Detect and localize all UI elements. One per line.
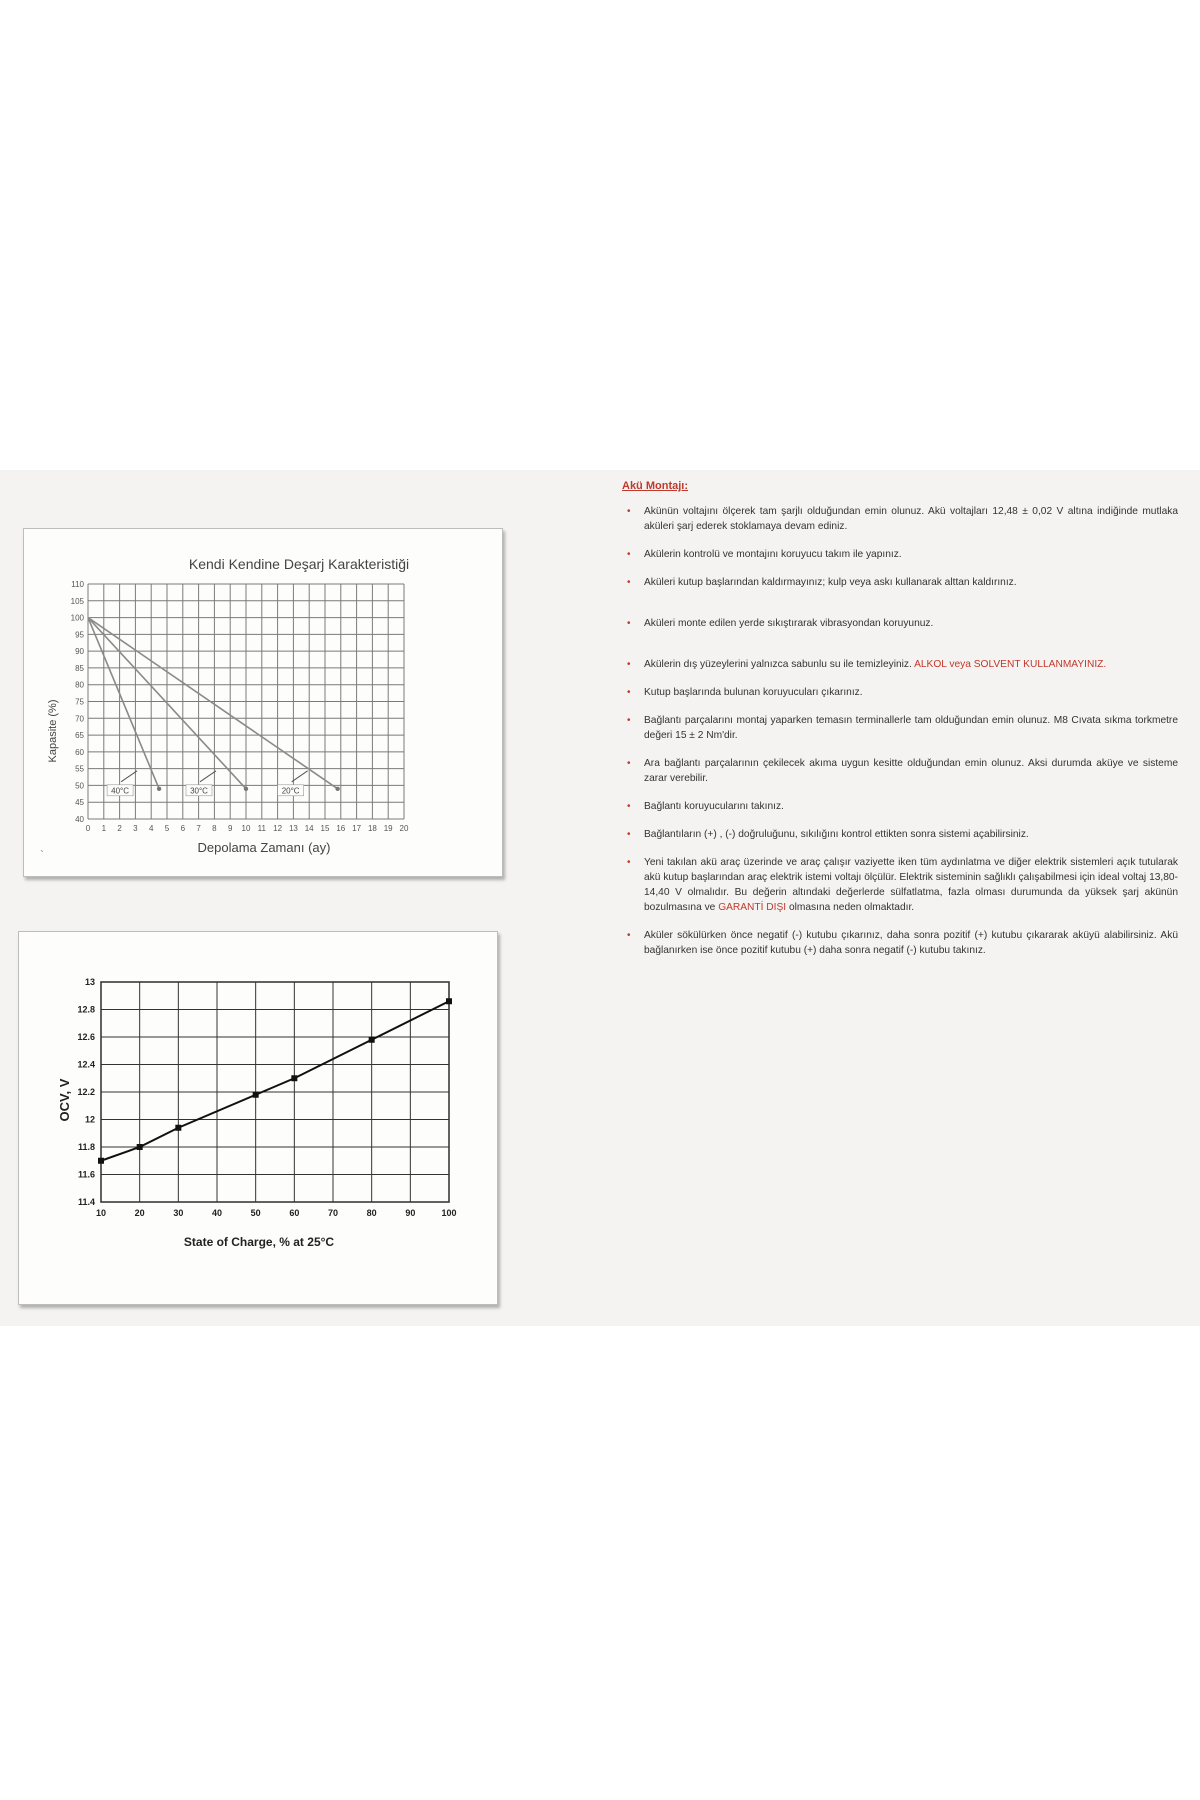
- installation-item-text: Ara bağlantı parçalarının çekilecek akıma uygun kesitte olduğundan emin olunuz. Aksi durumda aküye ve sisteme zarar verebilir.: [644, 758, 1178, 784]
- chart1-xtick-label: 5: [164, 824, 170, 833]
- chart2-xtick-label: 80: [366, 1208, 377, 1218]
- bullet-icon: •: [627, 930, 631, 941]
- chart2-ytick-label: 12.8: [77, 1004, 95, 1015]
- chart1-xtick-label: 2: [117, 824, 122, 833]
- chart1-series-label: 20°C: [281, 786, 300, 796]
- self-discharge-chart: [23, 528, 503, 877]
- chart1-ytick-label: 55: [75, 764, 84, 774]
- bullet-icon: •: [627, 618, 631, 629]
- installation-item-text: Yeni takılan akü araç üzerinde ve araç çalışır vaziyette iken tüm aydınlatma ve diğer elektrik sistemleri açık tutularak akü kutup başlarından araç elektrik istemi voltajı ölçülür. Elektrik sisteminin sağlıklı çalışabilmesi için ideal voltaj 13,80-14,40 V olmalıdır. Bu değerin altındaki değerlerde sülfatlatma, fazla olması durumunda da yüksek şarj akünün bozulmasına ve: [644, 857, 1178, 913]
- chart1-ylabel: Kapasite (%): [47, 699, 59, 763]
- chart2-ytick-label: 11.6: [77, 1169, 95, 1180]
- chart2-ytick-label: 12.6: [77, 1032, 95, 1042]
- installation-item-text: Aküleri kutup başlarından kaldırmayınız; kulp veya askı kullanarak alttan kaldırınız.: [644, 577, 1017, 588]
- chart1-xtick-label: 15: [320, 824, 330, 833]
- installation-item: [622, 713, 1178, 743]
- bullet-icon: •: [627, 577, 631, 588]
- chart1-series-endpoint: [244, 787, 248, 791]
- chart2-ytick-label: 12.2: [77, 1087, 95, 1097]
- chart2-xtick-label: 90: [405, 1208, 416, 1218]
- bullet-icon: •: [627, 857, 631, 868]
- chart1-series-endpoint: [157, 787, 161, 791]
- chart1-xtick-label: 14: [304, 824, 314, 833]
- installation-section: [622, 479, 1178, 971]
- self-discharge-chart-svg: [24, 529, 502, 876]
- chart1-ytick-label: 75: [75, 697, 84, 707]
- chart1-xtick-label: 12: [273, 824, 283, 833]
- chart1-series-arrow: [121, 771, 137, 782]
- chart1-xtick-label: 9: [227, 824, 233, 833]
- chart2-xtick-label: 10: [95, 1208, 107, 1218]
- bullet-icon: •: [627, 549, 631, 560]
- chart2-ytick-label: 11.4: [77, 1197, 95, 1207]
- bullet-icon: •: [627, 659, 631, 670]
- chart2-xtick-label: 40: [211, 1208, 223, 1218]
- chart1-xtick-label: 18: [367, 824, 377, 833]
- chart1-xtick-label: 1: [101, 824, 107, 833]
- chart1-xtick-label: 10: [241, 824, 251, 833]
- chart2-data-point: [369, 1037, 375, 1043]
- chart2-xlabel: State of Charge, % at 25°C: [183, 1235, 335, 1249]
- chart2-data-point: [446, 998, 452, 1004]
- chart1-series-line: [88, 618, 159, 789]
- installation-item: [622, 827, 1178, 842]
- chart1-series-label: 40°C: [111, 786, 130, 796]
- installation-item-text: Aküleri monte edilen yerde sıkıştırarak vibrasyondan koruyunuz.: [644, 618, 934, 629]
- chart1-series-arrow: [292, 771, 308, 782]
- installation-item-text: Akülerin dış yüzeylerini yalnızca sabunlu su ile temizleyiniz.: [644, 659, 915, 670]
- installation-item: [622, 928, 1178, 958]
- installation-item-text: Aküler sökülürken önce negatif (-) kutubu çıkarınız, daha sonra pozitif (+) kutubu çıkararak aküyü alabilirsiniz. Akü bağlanırken ise önce pozitif kutubu (+) daha sonra negatif (-) kutubu takınız.: [644, 930, 1178, 956]
- installation-item-text: Bağlantı koruyucularını takınız.: [644, 801, 784, 812]
- ocv-chart: [18, 931, 498, 1305]
- chart1-ytick-label: 70: [75, 714, 84, 724]
- installation-item-text: Kutup başlarında bulunan koruyucuları çıkarınız.: [644, 687, 863, 698]
- chart1-ytick-label: 95: [75, 630, 84, 640]
- chart1-xtick-label: 11: [257, 824, 266, 833]
- chart2-ytick-label: 13: [84, 977, 95, 987]
- installation-item-warning: GARANTİ DIŞI: [718, 902, 787, 913]
- installation-item: [622, 799, 1178, 814]
- chart1-title: Kendi Kendine Deşarj Karakteristiği: [188, 556, 410, 572]
- chart1-ytick-label: 80: [75, 680, 84, 690]
- chart1-ytick-label: 100: [70, 613, 84, 623]
- installation-list: [622, 504, 1178, 958]
- chart2-data-point: [98, 1158, 104, 1164]
- chart2-ytick-label: 12.4: [77, 1059, 95, 1070]
- installation-item: [622, 575, 1178, 590]
- chart2-xtick-label: 70: [327, 1208, 339, 1218]
- chart2-ylabel: OCV, V: [57, 1078, 72, 1122]
- installation-item-tail: olmasına neden olmaktadır.: [786, 902, 915, 913]
- installation-item: [622, 616, 1178, 631]
- chart1-ytick-label: 90: [75, 647, 84, 657]
- chart1-ytick-label: 105: [70, 596, 84, 606]
- chart1-ytick-label: 60: [75, 747, 84, 757]
- installation-item: [622, 685, 1178, 700]
- chart1-ytick-label: 50: [75, 781, 84, 791]
- chart2-xtick-label: 100: [441, 1208, 457, 1218]
- chart1-ytick-label: 45: [75, 798, 84, 808]
- chart1-ytick-label: 65: [75, 731, 84, 741]
- chart1-xtick-label: 7: [196, 824, 201, 833]
- chart2-ytick-label: 12: [84, 1114, 95, 1125]
- chart2-data-point: [175, 1125, 181, 1131]
- installation-item-text: Akünün voltajını ölçerek tam şarjlı olduğundan emin olunuz. Akü voltajları 12,48 ± 0,02 V altına indiğinde mutlaka aküleri şarj ederek stoklamaya devam ediniz.: [644, 506, 1178, 532]
- chart1-xtick-label: 6: [180, 824, 186, 833]
- bullet-icon: •: [627, 715, 631, 726]
- installation-item-text: Bağlantı parçalarını montaj yaparken temasın terminallerle tam olduğundan emin olunuz. M8 Cıvata sıkma torkmetre değeri 15 ± 2 Nm'dir.: [644, 715, 1178, 741]
- chart2-data-point: [253, 1092, 259, 1098]
- chart1-ytick-label: 40: [75, 815, 84, 824]
- chart2-ytick-label: 11.8: [77, 1142, 95, 1152]
- chart2-data-point: [291, 1075, 297, 1081]
- chart2-series-line: [101, 1001, 449, 1161]
- bullet-icon: •: [627, 801, 631, 812]
- chart1-xtick-label: 4: [148, 824, 154, 833]
- chart1-xtick-label: 17: [352, 824, 362, 833]
- chart2-xtick-label: 20: [134, 1208, 145, 1218]
- scan-mark: `: [40, 848, 44, 862]
- chart1-xtick-label: 0: [85, 824, 91, 833]
- bullet-icon: •: [627, 829, 631, 840]
- bullet-icon: •: [627, 506, 631, 517]
- installation-item: [622, 547, 1178, 562]
- bullet-icon: •: [627, 758, 631, 769]
- chart2-xtick-label: 50: [250, 1208, 261, 1218]
- chart1-series-line: [88, 618, 338, 789]
- chart2-xtick-label: 60: [289, 1208, 300, 1218]
- chart1-xlabel: Depolama Zamanı (ay): [197, 840, 331, 855]
- installation-item: [622, 504, 1178, 534]
- chart2-data-point: [137, 1144, 143, 1150]
- chart1-series-arrow: [200, 771, 216, 782]
- ocv-chart-svg: [19, 932, 497, 1304]
- installation-item-text: Akülerin kontrolü ve montajını koruyucu takım ile yapınız.: [644, 549, 902, 560]
- chart1-series-endpoint: [335, 787, 339, 791]
- chart1-xtick-label: 13: [288, 824, 298, 833]
- installation-item: [622, 756, 1178, 786]
- chart1-xtick-label: 8: [212, 824, 217, 833]
- chart1-xtick-label: 3: [133, 824, 138, 833]
- installation-item: [622, 855, 1178, 915]
- chart1-ytick-label: 110: [71, 580, 84, 589]
- chart1-ytick-label: 85: [75, 663, 84, 673]
- chart2-xtick-label: 30: [173, 1208, 184, 1218]
- chart1-series-label: 30°C: [190, 786, 208, 796]
- chart1-xtick-label: 19: [383, 824, 393, 833]
- installation-item-text: Bağlantıların (+) , (-) doğruluğunu, sıkılığını kontrol ettikten sonra sistemi açabilirsiniz.: [644, 829, 1029, 840]
- chart1-xtick-label: 20: [399, 824, 409, 833]
- installation-item-warning: ALKOL veya SOLVENT KULLANMAYINIZ.: [914, 659, 1107, 670]
- installation-title: Akü Montajı:: [622, 480, 688, 492]
- installation-item: [622, 657, 1178, 672]
- bullet-icon: •: [627, 687, 631, 698]
- chart1-xtick-label: 16: [336, 824, 346, 833]
